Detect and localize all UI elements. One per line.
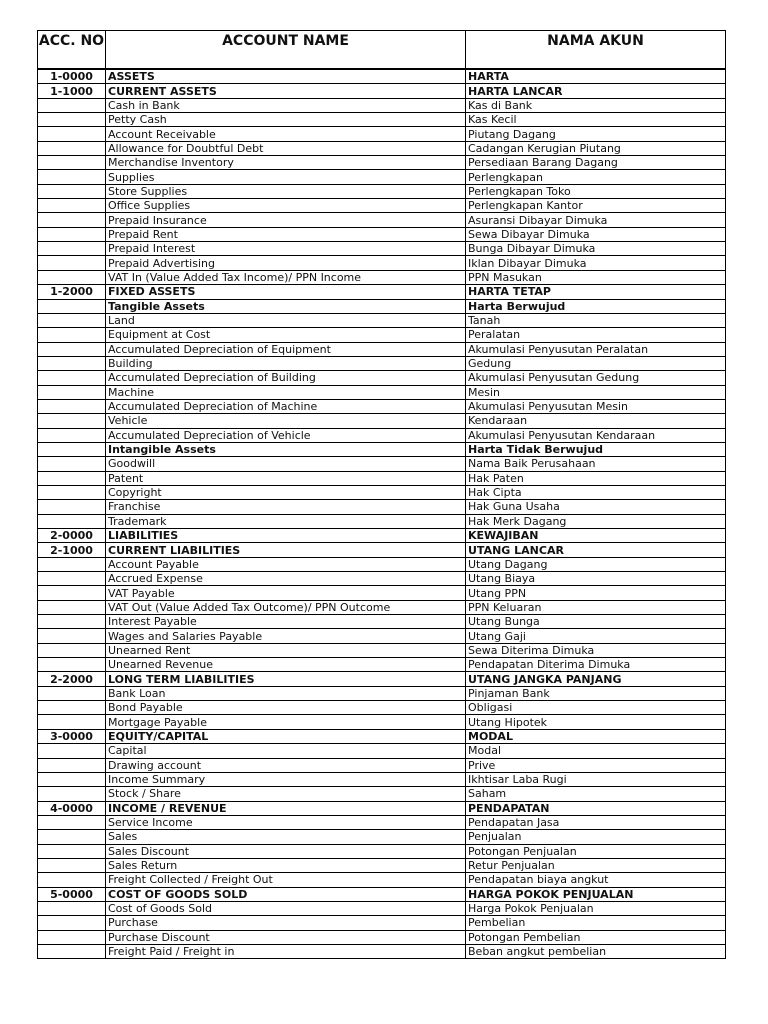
table-row — [38, 84, 726, 98]
account-name-cell: Purchase — [106, 916, 466, 930]
acc-no-cell — [38, 514, 106, 528]
table-row — [38, 772, 726, 786]
table-row — [38, 414, 726, 428]
table-row — [38, 529, 726, 543]
acc-no-cell — [38, 328, 106, 342]
nama-akun-cell: Utang Dagang — [466, 557, 726, 571]
nama-akun-cell: Akumulasi Penyusutan Kendaraan — [466, 428, 726, 442]
acc-no-cell — [38, 170, 106, 184]
acc-no-cell: 2-0000 — [38, 529, 106, 543]
nama-akun-cell: Pinjaman Bank — [466, 686, 726, 700]
account-name-cell: Vehicle — [106, 414, 466, 428]
table-row — [38, 371, 726, 385]
account-name-cell: Stock / Share — [106, 787, 466, 801]
nama-akun-cell: Utang PPN — [466, 586, 726, 600]
table-row — [38, 572, 726, 586]
table-row — [38, 701, 726, 715]
account-name-cell: Allowance for Doubtful Debt — [106, 141, 466, 155]
nama-akun-cell: HARGA POKOK PENJUALAN — [466, 887, 726, 901]
table-row — [38, 543, 726, 557]
nama-akun-cell: Utang Bunga — [466, 615, 726, 629]
table-row — [38, 815, 726, 829]
table-row — [38, 356, 726, 370]
account-name-cell: CURRENT ASSETS — [106, 84, 466, 98]
account-name-cell: LIABILITIES — [106, 529, 466, 543]
table-row — [38, 758, 726, 772]
acc-no-cell — [38, 643, 106, 657]
header-row — [38, 31, 726, 70]
acc-no-cell — [38, 858, 106, 872]
table-row — [38, 313, 726, 327]
nama-akun-cell: Sewa Diterima Dimuka — [466, 643, 726, 657]
nama-akun-cell: Hak Cipta — [466, 485, 726, 499]
account-name-cell: Freight Paid / Freight in — [106, 944, 466, 958]
nama-akun-cell: Nama Baik Perusahaan — [466, 457, 726, 471]
account-name-cell: Equipment at Cost — [106, 328, 466, 342]
table-row — [38, 801, 726, 815]
acc-no-cell — [38, 916, 106, 930]
table-row — [38, 98, 726, 112]
table-row — [38, 270, 726, 284]
table-row — [38, 729, 726, 743]
account-name-cell: Account Payable — [106, 557, 466, 571]
table-row — [38, 887, 726, 901]
account-name-cell: Store Supplies — [106, 184, 466, 198]
account-name-cell: Sales Discount — [106, 844, 466, 858]
table-row — [38, 213, 726, 227]
account-name-cell: Land — [106, 313, 466, 327]
nama-akun-cell: Utang Biaya — [466, 572, 726, 586]
table-row — [38, 184, 726, 198]
account-name-cell: Petty Cash — [106, 113, 466, 127]
acc-no-cell — [38, 199, 106, 213]
account-name-cell: Intangible Assets — [106, 442, 466, 456]
table-row — [38, 629, 726, 643]
acc-no-cell — [38, 772, 106, 786]
account-name-cell: Goodwill — [106, 457, 466, 471]
nama-akun-cell: Perlengkapan Kantor — [466, 199, 726, 213]
header-account-name: ACCOUNT NAME — [106, 31, 466, 70]
acc-no-cell — [38, 715, 106, 729]
acc-no-cell — [38, 270, 106, 284]
account-name-cell: EQUITY/CAPITAL — [106, 729, 466, 743]
table-body — [38, 69, 726, 959]
nama-akun-cell: PPN Masukan — [466, 270, 726, 284]
table-row — [38, 156, 726, 170]
nama-akun-cell: UTANG LANCAR — [466, 543, 726, 557]
table-row — [38, 686, 726, 700]
account-name-cell: Drawing account — [106, 758, 466, 772]
nama-akun-cell: Harta Tidak Berwujud — [466, 442, 726, 456]
table-row — [38, 242, 726, 256]
nama-akun-cell: Potongan Pembelian — [466, 930, 726, 944]
acc-no-cell: 5-0000 — [38, 887, 106, 901]
nama-akun-cell: Utang Hipotek — [466, 715, 726, 729]
table-row — [38, 787, 726, 801]
acc-no-cell — [38, 213, 106, 227]
nama-akun-cell: Perlengkapan — [466, 170, 726, 184]
acc-no-cell — [38, 342, 106, 356]
acc-no-cell — [38, 156, 106, 170]
table-row — [38, 844, 726, 858]
acc-no-cell — [38, 744, 106, 758]
nama-akun-cell: Kendaraan — [466, 414, 726, 428]
table-row — [38, 930, 726, 944]
acc-no-cell — [38, 356, 106, 370]
acc-no-cell — [38, 227, 106, 241]
table-row — [38, 615, 726, 629]
acc-no-cell — [38, 572, 106, 586]
nama-akun-cell: Akumulasi Penyusutan Gedung — [466, 371, 726, 385]
account-name-cell: Accrued Expense — [106, 572, 466, 586]
nama-akun-cell: Mesin — [466, 385, 726, 399]
account-name-cell: Prepaid Rent — [106, 227, 466, 241]
account-name-cell: Accumulated Depreciation of Building — [106, 371, 466, 385]
acc-no-cell — [38, 844, 106, 858]
nama-akun-cell: Utang Gaji — [466, 629, 726, 643]
table-row — [38, 299, 726, 313]
table-row — [38, 256, 726, 270]
acc-no-cell — [38, 256, 106, 270]
account-name-cell: ASSETS — [106, 69, 466, 84]
account-name-cell: Building — [106, 356, 466, 370]
account-name-cell: VAT Out (Value Added Tax Outcome)/ PPN Outcome — [106, 600, 466, 614]
header-nama-akun: NAMA AKUN — [466, 31, 726, 70]
nama-akun-cell: Pendapatan Diterima Dimuka — [466, 658, 726, 672]
table-row — [38, 328, 726, 342]
nama-akun-cell: Piutang Dagang — [466, 127, 726, 141]
table-row — [38, 457, 726, 471]
table-row — [38, 873, 726, 887]
account-name-cell: Copyright — [106, 485, 466, 499]
table-row — [38, 830, 726, 844]
nama-akun-cell: Cadangan Kerugian Piutang — [466, 141, 726, 155]
acc-no-cell — [38, 385, 106, 399]
nama-akun-cell: HARTA LANCAR — [466, 84, 726, 98]
account-name-cell: Bond Payable — [106, 701, 466, 715]
nama-akun-cell: PPN Keluaran — [466, 600, 726, 614]
acc-no-cell — [38, 701, 106, 715]
nama-akun-cell: Pembelian — [466, 916, 726, 930]
acc-no-cell — [38, 758, 106, 772]
nama-akun-cell: Sewa Dibayar Dimuka — [466, 227, 726, 241]
table-row — [38, 944, 726, 958]
nama-akun-cell: Kas di Bank — [466, 98, 726, 112]
acc-no-cell — [38, 658, 106, 672]
acc-no-cell — [38, 299, 106, 313]
chart-of-accounts-table — [37, 30, 726, 959]
acc-no-cell — [38, 184, 106, 198]
table-row — [38, 227, 726, 241]
acc-no-cell: 4-0000 — [38, 801, 106, 815]
account-name-cell: Unearned Rent — [106, 643, 466, 657]
acc-no-cell — [38, 371, 106, 385]
nama-akun-cell: Potongan Penjualan — [466, 844, 726, 858]
nama-akun-cell: Obligasi — [466, 701, 726, 715]
account-name-cell: VAT In (Value Added Tax Income)/ PPN Income — [106, 270, 466, 284]
table-row — [38, 672, 726, 686]
acc-no-cell — [38, 98, 106, 112]
nama-akun-cell: Harga Pokok Penjualan — [466, 901, 726, 915]
nama-akun-cell: Peralatan — [466, 328, 726, 342]
acc-no-cell — [38, 815, 106, 829]
table-row — [38, 600, 726, 614]
nama-akun-cell: UTANG JANGKA PANJANG — [466, 672, 726, 686]
table-row — [38, 342, 726, 356]
account-name-cell: Purchase Discount — [106, 930, 466, 944]
table-row — [38, 658, 726, 672]
nama-akun-cell: Hak Paten — [466, 471, 726, 485]
account-name-cell: Account Receivable — [106, 127, 466, 141]
table-row — [38, 442, 726, 456]
nama-akun-cell: Pendapatan Jasa — [466, 815, 726, 829]
nama-akun-cell: Persediaan Barang Dagang — [466, 156, 726, 170]
acc-no-cell — [38, 242, 106, 256]
account-name-cell: Wages and Salaries Payable — [106, 629, 466, 643]
account-name-cell: LONG TERM LIABILITIES — [106, 672, 466, 686]
account-name-cell: Service Income — [106, 815, 466, 829]
account-name-cell: Accumulated Depreciation of Equipment — [106, 342, 466, 356]
nama-akun-cell: Pendapatan biaya angkut — [466, 873, 726, 887]
table-row — [38, 643, 726, 657]
account-name-cell: Capital — [106, 744, 466, 758]
nama-akun-cell: Asuransi Dibayar Dimuka — [466, 213, 726, 227]
account-name-cell: FIXED ASSETS — [106, 285, 466, 299]
account-name-cell: Accumulated Depreciation of Machine — [106, 399, 466, 413]
account-name-cell: Machine — [106, 385, 466, 399]
table-row — [38, 385, 726, 399]
nama-akun-cell: Saham — [466, 787, 726, 801]
table-row — [38, 113, 726, 127]
account-name-cell: Freight Collected / Freight Out — [106, 873, 466, 887]
table-row — [38, 514, 726, 528]
account-name-cell: Office Supplies — [106, 199, 466, 213]
account-name-cell: Trademark — [106, 514, 466, 528]
nama-akun-cell: Prive — [466, 758, 726, 772]
table-row — [38, 399, 726, 413]
account-name-cell: INCOME / REVENUE — [106, 801, 466, 815]
nama-akun-cell: Retur Penjualan — [466, 858, 726, 872]
table-row — [38, 557, 726, 571]
nama-akun-cell: Beban angkut pembelian — [466, 944, 726, 958]
acc-no-cell — [38, 600, 106, 614]
account-name-cell: Unearned Revenue — [106, 658, 466, 672]
acc-no-cell — [38, 313, 106, 327]
acc-no-cell — [38, 485, 106, 499]
nama-akun-cell: Ikhtisar Laba Rugi — [466, 772, 726, 786]
acc-no-cell — [38, 615, 106, 629]
table-row — [38, 916, 726, 930]
acc-no-cell — [38, 127, 106, 141]
nama-akun-cell: Hak Merk Dagang — [466, 514, 726, 528]
nama-akun-cell: Tanah — [466, 313, 726, 327]
account-name-cell: Prepaid Interest — [106, 242, 466, 256]
nama-akun-cell: HARTA TETAP — [466, 285, 726, 299]
account-name-cell: Patent — [106, 471, 466, 485]
acc-no-cell — [38, 414, 106, 428]
acc-no-cell — [38, 830, 106, 844]
acc-no-cell — [38, 113, 106, 127]
acc-no-cell — [38, 557, 106, 571]
acc-no-cell: 1-2000 — [38, 285, 106, 299]
nama-akun-cell: Perlengkapan Toko — [466, 184, 726, 198]
account-name-cell: Sales — [106, 830, 466, 844]
acc-no-cell — [38, 930, 106, 944]
acc-no-cell — [38, 686, 106, 700]
account-name-cell: Merchandise Inventory — [106, 156, 466, 170]
table-row — [38, 901, 726, 915]
account-name-cell: Accumulated Depreciation of Vehicle — [106, 428, 466, 442]
nama-akun-cell: Bunga Dibayar Dimuka — [466, 242, 726, 256]
table-row — [38, 586, 726, 600]
account-name-cell: Franchise — [106, 500, 466, 514]
header-acc-no: ACC. NO — [38, 31, 106, 70]
acc-no-cell — [38, 399, 106, 413]
account-name-cell: CURRENT LIABILITIES — [106, 543, 466, 557]
account-name-cell: Cost of Goods Sold — [106, 901, 466, 915]
acc-no-cell: 1-1000 — [38, 84, 106, 98]
acc-no-cell: 2-2000 — [38, 672, 106, 686]
account-name-cell: Prepaid Advertising — [106, 256, 466, 270]
nama-akun-cell: HARTA — [466, 69, 726, 84]
acc-no-cell: 2-1000 — [38, 543, 106, 557]
account-name-cell: Income Summary — [106, 772, 466, 786]
nama-akun-cell: Gedung — [466, 356, 726, 370]
table-row — [38, 744, 726, 758]
nama-akun-cell: Kas Kecil — [466, 113, 726, 127]
table-row — [38, 285, 726, 299]
account-name-cell: VAT Payable — [106, 586, 466, 600]
table-row — [38, 428, 726, 442]
acc-no-cell: 1-0000 — [38, 69, 106, 84]
acc-no-cell — [38, 457, 106, 471]
acc-no-cell — [38, 500, 106, 514]
nama-akun-cell: Iklan Dibayar Dimuka — [466, 256, 726, 270]
acc-no-cell: 3-0000 — [38, 729, 106, 743]
account-name-cell: COST OF GOODS SOLD — [106, 887, 466, 901]
acc-no-cell — [38, 629, 106, 643]
acc-no-cell — [38, 873, 106, 887]
acc-no-cell — [38, 471, 106, 485]
nama-akun-cell: PENDAPATAN — [466, 801, 726, 815]
table-row — [38, 127, 726, 141]
account-name-cell: Sales Return — [106, 858, 466, 872]
nama-akun-cell: Hak Guna Usaha — [466, 500, 726, 514]
nama-akun-cell: KEWAJIBAN — [466, 529, 726, 543]
table-row — [38, 858, 726, 872]
account-name-cell: Mortgage Payable — [106, 715, 466, 729]
table-row — [38, 500, 726, 514]
acc-no-cell — [38, 428, 106, 442]
account-name-cell: Cash in Bank — [106, 98, 466, 112]
table-row — [38, 715, 726, 729]
account-name-cell: Prepaid Insurance — [106, 213, 466, 227]
acc-no-cell — [38, 787, 106, 801]
nama-akun-cell: MODAL — [466, 729, 726, 743]
account-name-cell: Tangible Assets — [106, 299, 466, 313]
table-row — [38, 471, 726, 485]
acc-no-cell — [38, 901, 106, 915]
account-name-cell: Bank Loan — [106, 686, 466, 700]
nama-akun-cell: Akumulasi Penyusutan Mesin — [466, 399, 726, 413]
nama-akun-cell: Penjualan — [466, 830, 726, 844]
nama-akun-cell: Akumulasi Penyusutan Peralatan — [466, 342, 726, 356]
table-row — [38, 141, 726, 155]
table-row — [38, 485, 726, 499]
acc-no-cell — [38, 944, 106, 958]
table-row — [38, 170, 726, 184]
account-name-cell: Supplies — [106, 170, 466, 184]
acc-no-cell — [38, 586, 106, 600]
table-row — [38, 69, 726, 84]
acc-no-cell — [38, 141, 106, 155]
nama-akun-cell: Harta Berwujud — [466, 299, 726, 313]
table-row — [38, 199, 726, 213]
account-name-cell: Interest Payable — [106, 615, 466, 629]
acc-no-cell — [38, 442, 106, 456]
nama-akun-cell: Modal — [466, 744, 726, 758]
